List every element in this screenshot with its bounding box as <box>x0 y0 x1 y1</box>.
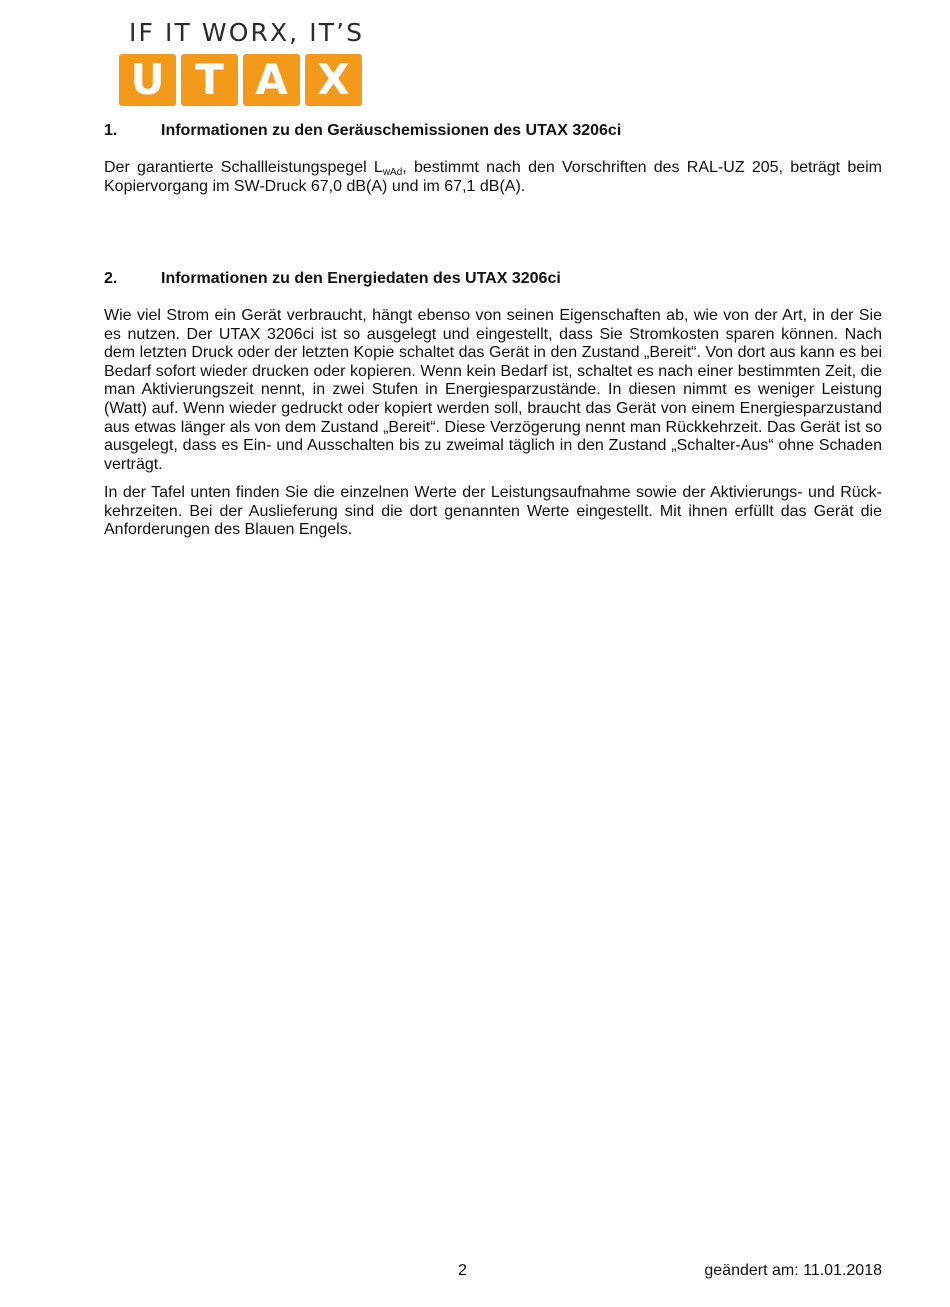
changed-date: geändert am: 11.01.2018 <box>704 1262 882 1279</box>
section-2-title: Informationen zu den Energiedaten des UTAX 3206ci <box>161 270 561 287</box>
paragraph-text-end: , bestimmt nach den Vorschriften des RAL-UZ 205, beträgt beim Kopiervorgang im SW-Druck 67,0 dB(A) und im 67,1 dB(A). <box>104 159 882 195</box>
section-2-paragraph-1: Wie viel Strom ein Gerät verbraucht, hängt ebenso von seinen Eigenschaften ab, wie von der Art, in der Sie es nutzen. Der UTAX 3206ci ist so ausgelegt und eingestellt, dass Sie Stromkosten sparen können. Nach dem letzten Druck oder der letzten Kopie schaltet das Gerät in den Zustand „Bereit“. Von dort aus kann es bei Bedarf sofort wieder drucken oder kopieren. Wenn kein Bedarf ist, schaltet es nach einer bestimmten Zeit, die man Aktivierungszeit nennt, in zwei Stufen in Energiesparzustände. In diesen nimmt es weniger Leistung (Watt) auf. Wenn wieder gedruckt oder kopiert werden soll, braucht das Gerät von einem Energiesparzustand aus etwas länger als von dem Zustand „Bereit“. Diese Verzögerung nennt man Rückkehrzeit. Das Gerät ist so ausgelegt, dass es Ein- und Ausschalten bis zu zweimal täglich in den Zustand „Schalter-Aus“ ohne Schaden verträgt. <box>104 307 882 473</box>
subscript-wad: wAd <box>382 167 403 178</box>
section-1-title: Informationen zu den Geräuschemissionen des UTAX 3206ci <box>161 122 622 139</box>
logo-tile-x: X <box>305 54 362 106</box>
logo-letter-tiles <box>119 54 362 106</box>
logo-tile-a: A <box>243 54 300 106</box>
section-2-heading <box>104 270 561 288</box>
section-2-paragraph-2: In der Tafel unten finden Sie die einzelnen Werte der Leistungsaufnahme sowie der Aktivierungs- und Rückkehrzeiten. Bei der Auslieferung sind die dort genannten Werte eingestellt. Mit ihnen erfüllt das Gerät die Anforderungen des Blauen Engels. <box>104 484 882 539</box>
utax-logo <box>112 14 370 112</box>
page-number: 2 <box>458 1262 467 1279</box>
logo-slogan: IF IT WORX, IT’S <box>129 18 365 47</box>
section-1-paragraph <box>104 159 882 196</box>
logo-tile-u: U <box>119 54 176 106</box>
section-1-number: 1. <box>104 122 118 139</box>
logo-tile-t: T <box>181 54 238 106</box>
section-1-heading <box>104 122 621 140</box>
section-2-number: 2. <box>104 270 118 287</box>
paragraph-text-start: Der garantierte Schallleistungspegel L <box>104 159 383 176</box>
